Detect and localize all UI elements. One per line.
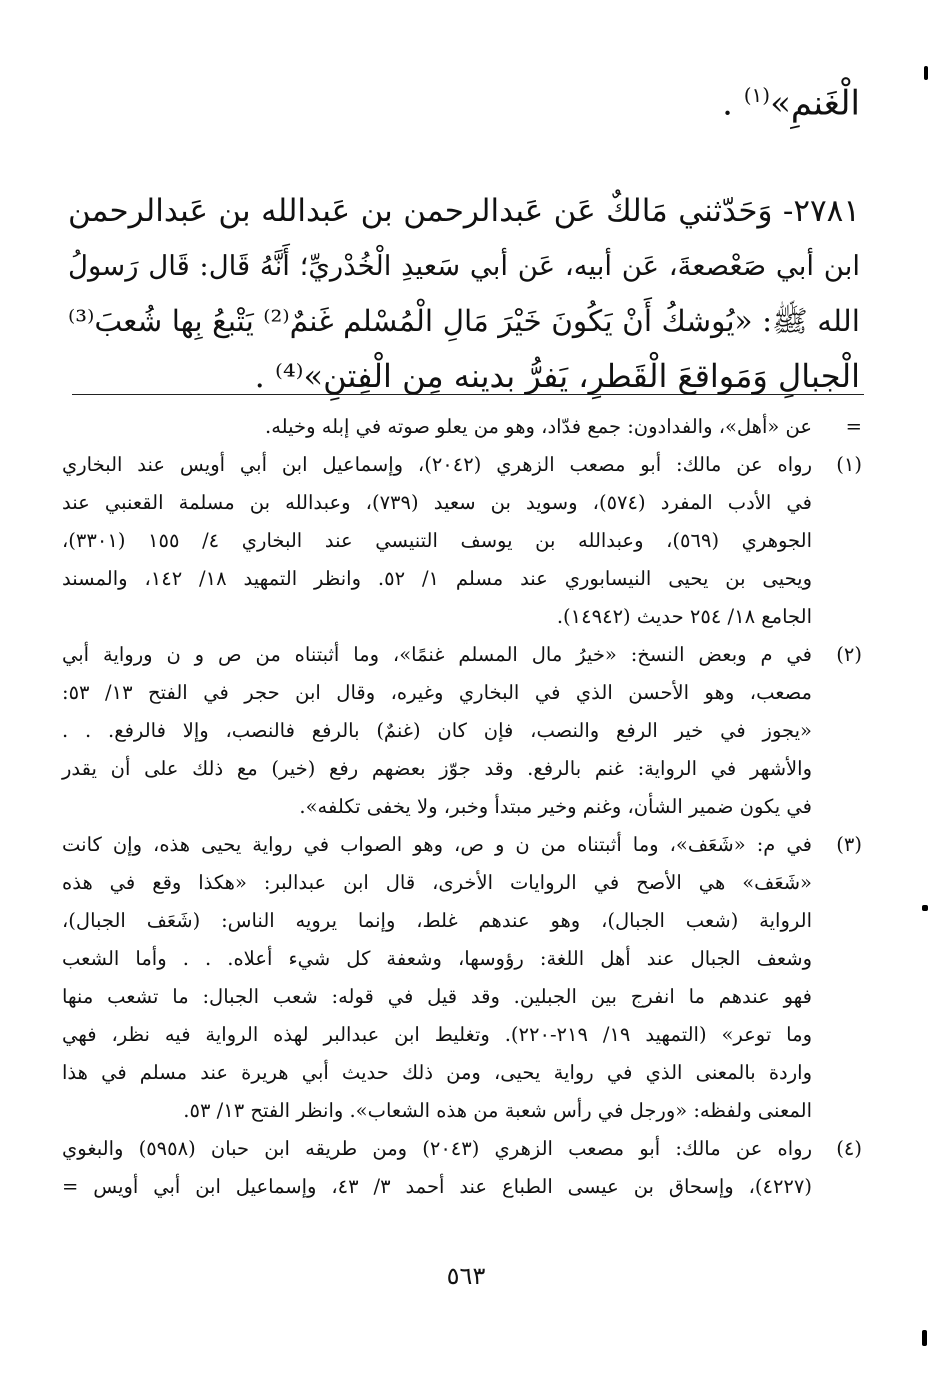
footnote-line: ويحيى بن يحيى النيسابوري عند مسلم ١/ ٥٢. وانظر التمهيد ١٨/ ١٤٢، والمسند (62, 567, 813, 590)
footnote-line: في الأدب المفرد (٥٧٤)، وسويد بن سعيد (٧٣٩)، وعبدالله بن مسلمة القعنبي عند (62, 491, 812, 514)
footnote-line: مصعب، وهو الأحسن الذي في البخاري وغيره، وقال ابن حجر في الفتح ١٣/ ٥٣: (62, 681, 812, 704)
footnote-line: المعنى ولفظه: «ورجل في رأس شعبة من هذه الشعاب». وانظر الفتح ١٣/ ٥٣. (183, 1099, 812, 1122)
hadith-number: ٢٧٨١- (782, 193, 860, 229)
footnote-line: الجوهري (٥٦٩)، وعبدالله بن يوسف التنيسي عند البخاري ٤/ ١٥٥ (٣٣٠١)، (62, 529, 812, 552)
footnote-1 (62, 446, 862, 636)
page-number: ٥٦٣ (446, 1262, 486, 1290)
footnote-line: عن «أهل»، والفدادون: جمع فدّاد، وهو من يعلو صوته في إبله وخيله. (265, 415, 812, 438)
footnote-line: في م: «شَعَف»، وما أثبتناه من ن و ص، وهو الصواب في رواية يحيى هذه، وإن كانت (62, 833, 812, 856)
footnote-line: فهو عندهم ما انفرج بين الجبلين. وقد قيل في قوله: شعب الجبال: ما تشعب منها (62, 985, 812, 1008)
hadith-line: الْجبالِ وَمَواقعَ الْقَطرِ، يَفرُّ بدينه مِن الْفِتنِ»⁽⁴⁾ . (254, 357, 860, 395)
footnote-body (62, 408, 812, 446)
footnotes (62, 408, 862, 1206)
footnote-line: الرواية (شعب الجبال)، وهو عندهم غلط، وإنما يرويه الناس: (شَعَف الجبال)، (62, 909, 812, 932)
footnote-line: رواه عن مالك: أبو مصعب الزهري (٢٠٤٢)، وإسماعيل ابن أبي أويس عند البخاري (62, 453, 812, 476)
carry-over-line (70, 70, 860, 128)
footnote-marker: (٤) (836, 1137, 862, 1160)
footnote-marker: (٣) (836, 833, 862, 856)
footnote-body (62, 1130, 812, 1206)
continuation-marker: = (845, 415, 862, 438)
footnote-line: في يكون ضمير الشأن، وغنم وخير مبتدأ وخبر، ولا يخفى تكلفه». (299, 795, 812, 818)
carry-over-text: الْغَنمِ» (770, 83, 860, 124)
hadith-block (68, 184, 860, 404)
footnote-line: وشعف الجبال عند أهل اللغة: رؤوسها، وشعفة كل شيء أعلاه. . . وأما الشعب (62, 947, 812, 970)
hadith-line-text: وَحَدّثني مَالكٌ عَن عَبدالرحمن بن عَبدالله بن عَبدالرحمن (68, 193, 773, 229)
footnote-body (62, 636, 812, 826)
footnote-continuation (62, 408, 862, 446)
scan-mark (924, 66, 928, 80)
footnote-4 (62, 1130, 862, 1206)
footnote-line: «شَعَف» هي الأصح في الروايات الأخرى، قال ابن عبدالبر: «هكذا وقع في هذه (62, 871, 812, 894)
carry-over-end: . (722, 83, 744, 124)
footnote-2 (62, 636, 862, 826)
scan-mark (922, 905, 928, 911)
footnote-ref-1: (١) (743, 83, 771, 107)
footnote-line: رواه عن مالك: أبو مصعب الزهري (٢٠٤٣) ومن طريقه ابن حبان (٥٩٥٨) والبغوي (62, 1137, 812, 1160)
footnote-line: واردة بالمعنى الذي في رواية يحيى، ومن ذلك حديث أبي هريرة عند مسلم في هذا (62, 1061, 812, 1084)
footnote-body (62, 826, 812, 1130)
footnote-separator (72, 394, 864, 395)
footnote-3 (62, 826, 862, 1130)
footnote-body (62, 446, 812, 636)
footnote-line: الجامع ١٨/ ٢٥٤ حديث (١٤٩٤٢). (556, 605, 812, 628)
scan-mark (922, 1330, 927, 1346)
hadith-line: الله ﷺ: «يُوشكُ أَنْ يَكُونَ خَيْرَ مَالِ الْمُسْلم غَنمٌ⁽²⁾ يَتْبعُ بِها شُعبَ⁽³⁾ (68, 304, 860, 338)
footnote-line: وما توعر» (التمهيد ١٩/ ٢١٩-٢٢٠). وتغليط ابن عبدالبر لهذه الرواية فيه نظر، فهي (62, 1023, 812, 1046)
hadith-line: ابن أبي صَعْصعةَ، عَن أبيه، عَن أبي سَعيدِ الْخُدْريِّ؛ أَنَّهُ قَال: قَال رَسولُ (68, 250, 860, 282)
footnote-marker: (١) (836, 453, 862, 476)
footnote-line: (٤٢٢٧)، وإسحاق بن عيسى الطباع عند أحمد ٣/ ٤٣، وإسماعيل ابن أبي أويس = (62, 1175, 812, 1198)
hadith-line (68, 184, 860, 239)
footnote-line: في م وبعض النسخ: «خيرُ مال المسلم غنمًا»، وما أثبتناه من ص و ن ورواية أبي (62, 643, 812, 666)
footnote-marker: (٢) (836, 643, 862, 666)
footnote-line: «يجوز في خير الرفع والنصب، فإن كان (غنمٌ) بالرفع فالنصب، وإلا فالرفع. . . (62, 719, 812, 742)
footnote-line: والأشهر في الرواية: غنم بالرفع. وقد جوّز بعضهم رفع (خير) مع ذلك على أن يقدر (62, 757, 812, 780)
